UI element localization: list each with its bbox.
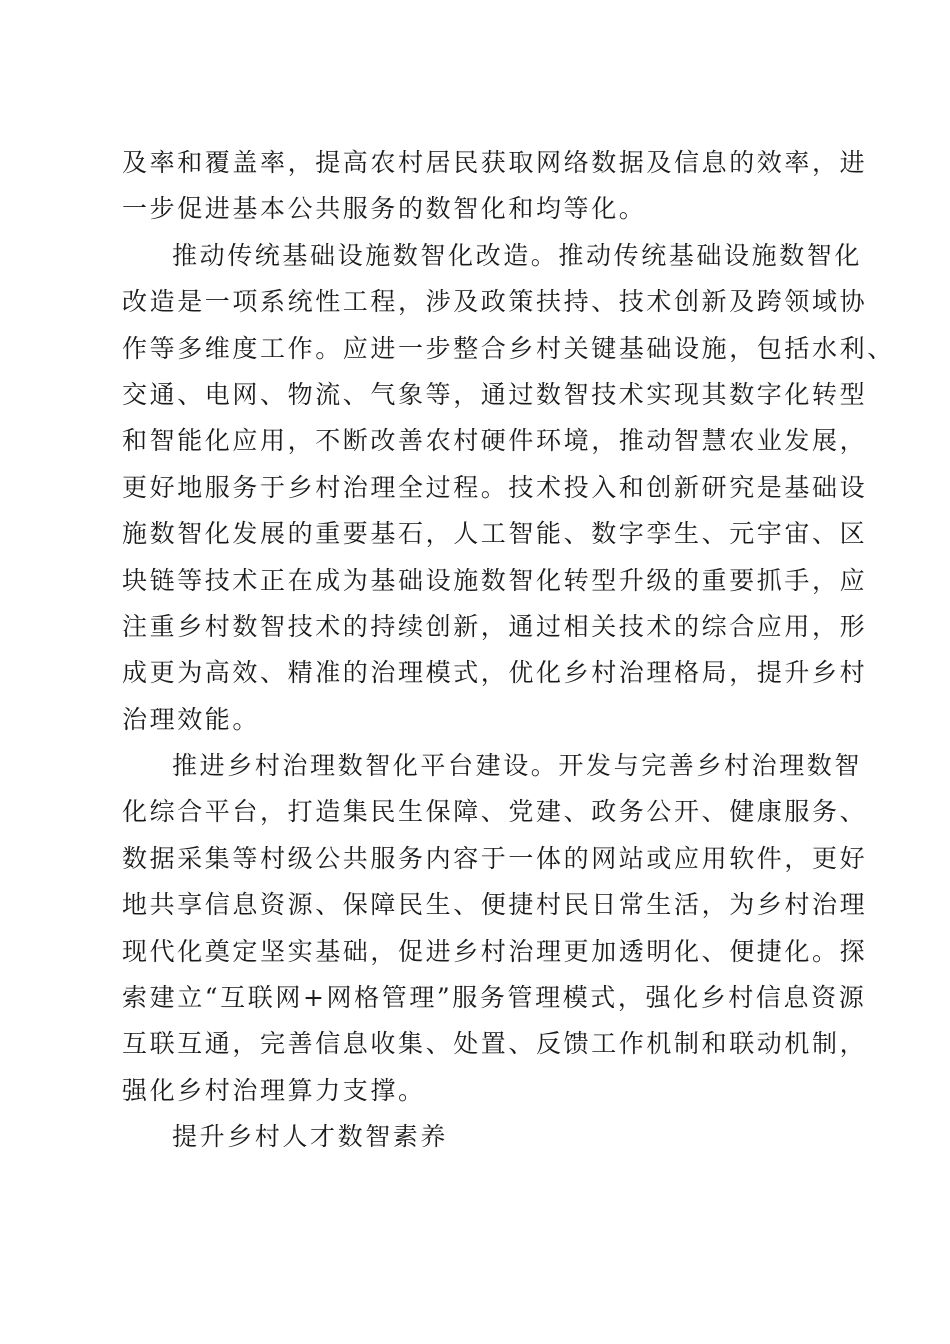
body-text: [122, 140, 895, 1161]
text-line: 治理效能。: [122, 704, 261, 734]
text-line: 交通、电网、物流、气象等，通过数智技术实现其数字化转型: [122, 379, 868, 409]
text-line: 化综合平台，打造集民生保障、党建、政务公开、健康服务、: [122, 797, 868, 827]
section-heading-line: 提升乡村人才数智素养: [172, 1122, 449, 1152]
text-line: 注重乡村数智技术的持续创新，通过相关技术的综合应用，形: [122, 611, 868, 641]
text-line: 改造是一项系统性工程，涉及政策扶持、技术创新及跨领域协: [122, 287, 868, 317]
text-line: 一步促进基本公共服务的数智化和均等化。: [122, 194, 647, 224]
text-line: 及率和覆盖率，提高农村居民获取网络数据及信息的效率，进: [122, 148, 868, 177]
text-line: 现代化奠定坚实基础，促进乡村治理更加透明化、便捷化。探: [122, 936, 868, 966]
section-heading-line: 推动传统基础设施数智化改造。推动传统基础设施数智化: [172, 240, 863, 270]
text-line: 强化乡村治理算力支撑。: [122, 1075, 426, 1105]
text-line: 成更为高效、精准的治理模式，优化乡村治理格局，提升乡村: [122, 658, 868, 688]
text-line: 作等多维度工作。应进一步整合乡村关键基础设施，包括水利、: [122, 333, 895, 363]
text-line: 块链等技术正在成为基础设施数智化转型升级的重要抓手，应: [122, 565, 868, 595]
text-line: 索建立“互联网+网格管理”服务管理模式，强化乡村信息资源: [122, 983, 867, 1013]
text-line: 更好地服务于乡村治理全过程。技术投入和创新研究是基础设: [122, 472, 868, 502]
text-line: 互联互通，完善信息收集、处置、反馈工作机制和联动机制，: [122, 1029, 868, 1059]
section-heading-line: 推进乡村治理数智化平台建设。开发与完善乡村治理数智: [172, 751, 863, 781]
text-line: 地共享信息资源、保障民生、便捷村民日常生活，为乡村治理: [122, 890, 868, 920]
text-line: 数据采集等村级公共服务内容于一体的网站或应用软件，更好: [122, 843, 868, 873]
text-line: 施数智化发展的重要基石，人工智能、数字孪生、元宇宙、区: [122, 519, 868, 549]
text-line: 和智能化应用，不断改善农村硬件环境，推动智慧农业发展，: [122, 426, 868, 456]
